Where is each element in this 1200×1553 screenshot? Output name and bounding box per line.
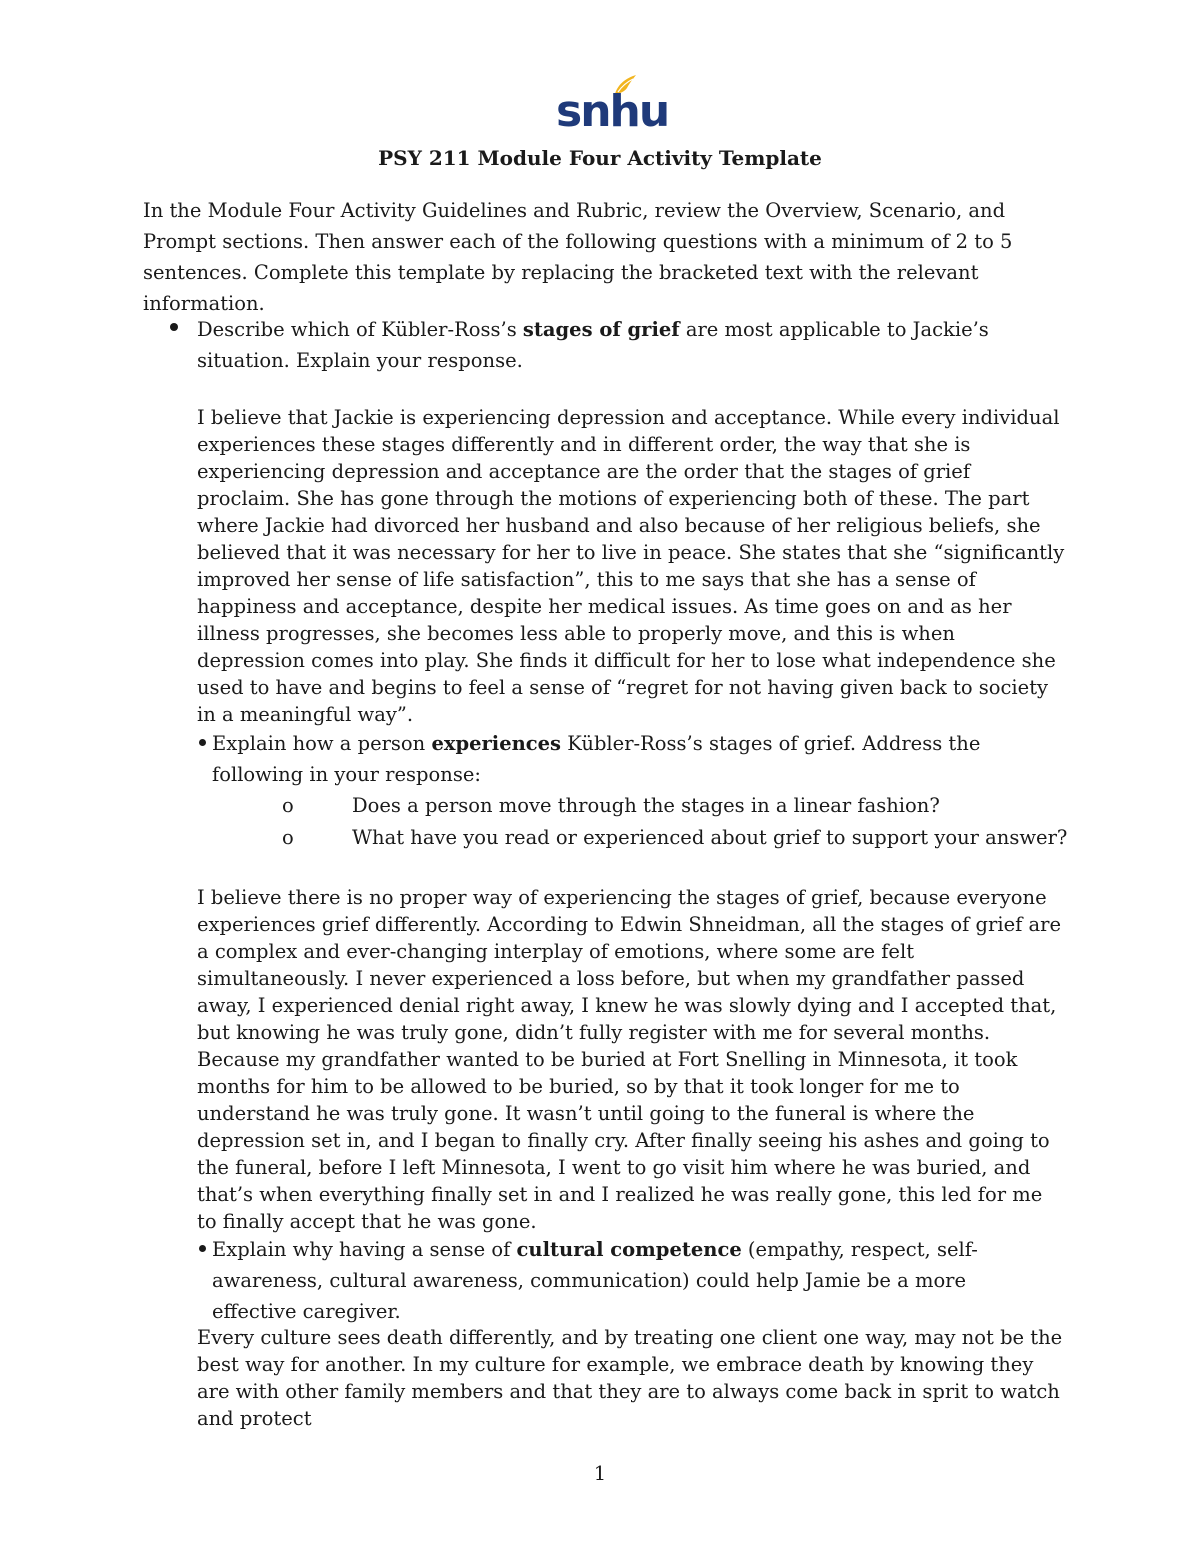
sub-bullet-icon: o	[282, 794, 294, 817]
bullet-icon	[199, 739, 206, 746]
answer-1: I believe that Jackie is experiencing depression and acceptance. While every individual experiences these stages differently and in different order, the way that she is experiencing depression and acceptance are the order that the stages of grief proclaim. She has gone through the motions of experiencing both of these. The part where Jackie had divorced her husband and also because of her religious beliefs, she believed that it was necessary for her to live in peace. She states that she “significantly improved her sense of life satisfaction”, this to me says that she has a sense of happiness and acceptance, despite her medical issues. As time goes on and as her illness progresses, she becomes less able to properly move, and this is when depression comes into play. She finds it difficult for her to lose what independence she used to have and begins to feel a sense of “regret for not having given back to society in a meaningful way”.	[197, 406, 1065, 726]
intro-paragraph: In the Module Four Activity Guidelines and Rubric, review the Overview, Scenario, and Prompt sections. Then answer each of the following questions with a minimum of 2 to 5 sentences. Complete this template by replacing the bracketed text with the relevant information.	[143, 199, 1013, 315]
answer-3: Every culture sees death differently, and by treating one client one way, may not be the best way for another. In my culture for example, we embrace death by knowing they are with other family members and that they are to always come back in sprit to watch and protect	[197, 1326, 1063, 1430]
snhu-logo	[548, 72, 669, 137]
bullet-icon	[199, 1245, 206, 1252]
question-3: Explain why having a sense of cultural competence (empathy, respect, self-awareness, cultural awareness, communication) could help Jamie be a more effective caregiver.	[212, 1238, 978, 1323]
sub-bullet-icon: o	[282, 826, 294, 849]
answer-2: I believe there is no proper way of experiencing the stages of grief, because everyone experiences grief differently. According to Edwin Shneidman, all the stages of grief are a complex and ever-changing interplay of emotions, where some are felt simultaneously. I never experienced a loss before, but when my grandfather passed away, I experienced denial right away, I knew he was slowly dying and I accepted that, but knowing he was truly gone, didn’t fully register with me for several months. Because my grandfather wanted to be buried at Fort Snelling in Minnesota, it took months for him to be allowed to be buried, so by that it took longer for me to understand he was truly gone. It wasn’t until going to the funeral is where the depression set in, and I began to finally cry. After finally seeing his ashes and going to the funeral, before I left Minnesota, I went to go visit him where he was buried, and that’s when everything finally set in and I realized he was really gone, this led for me to finally accept that he was gone.	[197, 886, 1062, 1233]
page-number: 1	[593, 1462, 607, 1485]
sub-question-2: What have you read or experienced about grief to support your answer?	[352, 826, 1068, 849]
sub-question-1: Does a person move through the stages in a linear fashion?	[352, 794, 940, 817]
bullet-icon	[170, 323, 178, 331]
question-2: Explain how a person experiences Kübler-Ross’s stages of grief. Address the following in your response:	[212, 732, 981, 786]
page-title: PSY 211 Module Four Activity Template	[378, 146, 822, 170]
question-1: Describe which of Kübler-Ross’s stages of grief are most applicable to Jackie’s situation. Explain your response.	[197, 318, 989, 372]
logo-wordmark: snhu	[556, 86, 669, 137]
